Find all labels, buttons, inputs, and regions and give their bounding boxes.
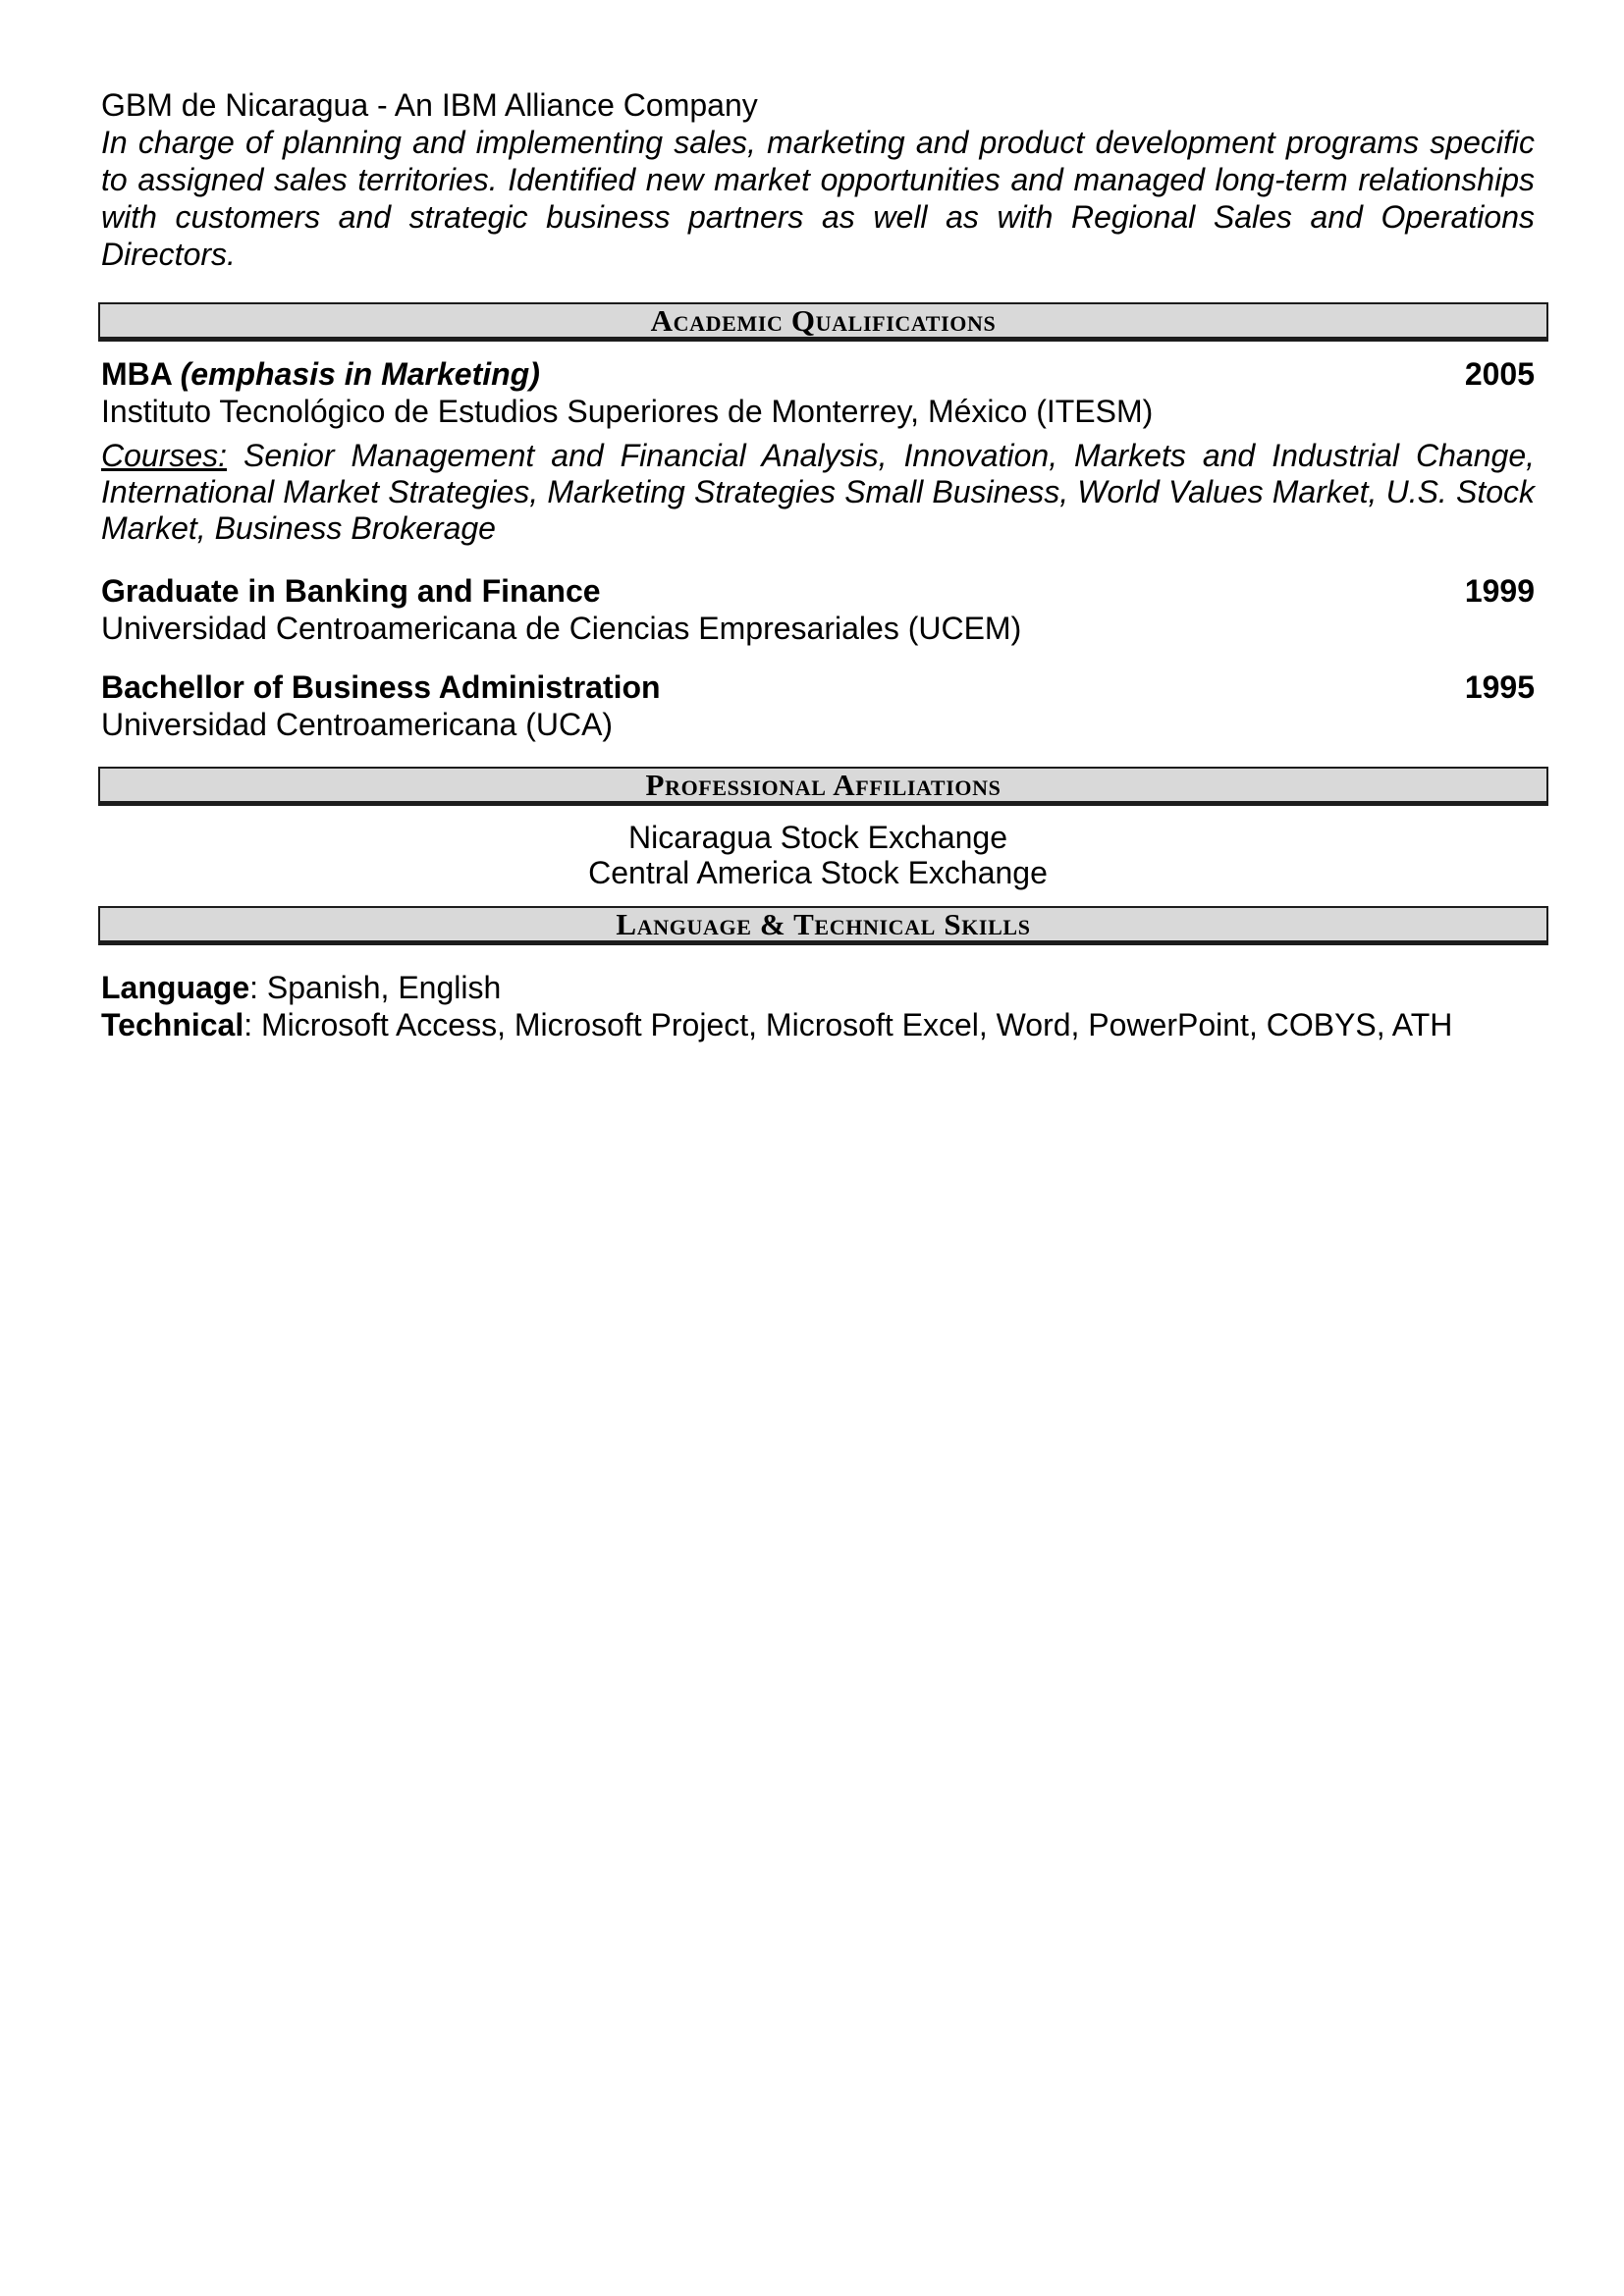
technical-label: Technical bbox=[101, 1007, 244, 1042]
academic-entry-heading bbox=[98, 572, 1548, 610]
degree-year: 1999 bbox=[1464, 573, 1535, 609]
section-header-professional-affiliations bbox=[98, 767, 1548, 806]
institution-name: Universidad Centroamericana (UCA) bbox=[101, 707, 614, 742]
section-title: Professional Affiliations bbox=[645, 768, 1001, 802]
language-skill-line bbox=[98, 969, 1548, 1006]
degree-name: MBA bbox=[101, 356, 172, 392]
degree-year: 1995 bbox=[1464, 669, 1535, 705]
degree-detail: (emphasis in Marketing) bbox=[180, 356, 540, 392]
section-title: Language & Technical Skills bbox=[616, 907, 1031, 941]
degree-name: Bachellor of Business Administration bbox=[101, 669, 661, 705]
language-label: Language bbox=[101, 970, 250, 1005]
courses-paragraph bbox=[98, 438, 1548, 547]
role-summary: In charge of planning and implementing sales, marketing and product development programs specific to assigned sales territories. Identified new market opportunities and managed long-term relationships with customers and strategic business partners as well as with Regional Sales and Operations Directors. bbox=[101, 125, 1535, 272]
technical-value: : Microsoft Access, Microsoft Project, Microsoft Excel, Word, PowerPoint, COBYS, ATH bbox=[244, 1007, 1453, 1042]
degree-name: Graduate in Banking and Finance bbox=[101, 573, 601, 609]
affiliation-item: Central America Stock Exchange bbox=[588, 855, 1048, 890]
employer-line: GBM de Nicaragua - An IBM Alliance Company bbox=[101, 87, 758, 123]
section-header-academic-qualifications bbox=[98, 302, 1548, 342]
academic-entry-heading bbox=[98, 355, 1548, 393]
section-title: Academic Qualifications bbox=[650, 303, 997, 338]
institution-name: Instituto Tecnológico de Estudios Superiores de Monterrey, México (ITESM) bbox=[101, 394, 1154, 429]
technical-skill-line bbox=[98, 1006, 1548, 1043]
language-value: : Spanish, English bbox=[249, 970, 502, 1005]
courses-list: Senior Management and Financial Analysis, Innovation, Markets and Industrial Change, International Market Strategies, Marketing Strategies Small Business, World Values Market, U.S. Stock Market, Business Brokerage bbox=[101, 438, 1536, 546]
degree-year: 2005 bbox=[1464, 356, 1535, 392]
degree-and-detail bbox=[101, 355, 540, 393]
academic-entry-heading bbox=[98, 668, 1548, 706]
institution-name: Universidad Centroamericana de Ciencias Empresariales (UCEM) bbox=[101, 611, 1022, 646]
courses-label: Courses: bbox=[101, 438, 228, 473]
section-header-language-technical-skills bbox=[98, 906, 1548, 945]
affiliation-item: Nicaragua Stock Exchange bbox=[628, 820, 1007, 855]
